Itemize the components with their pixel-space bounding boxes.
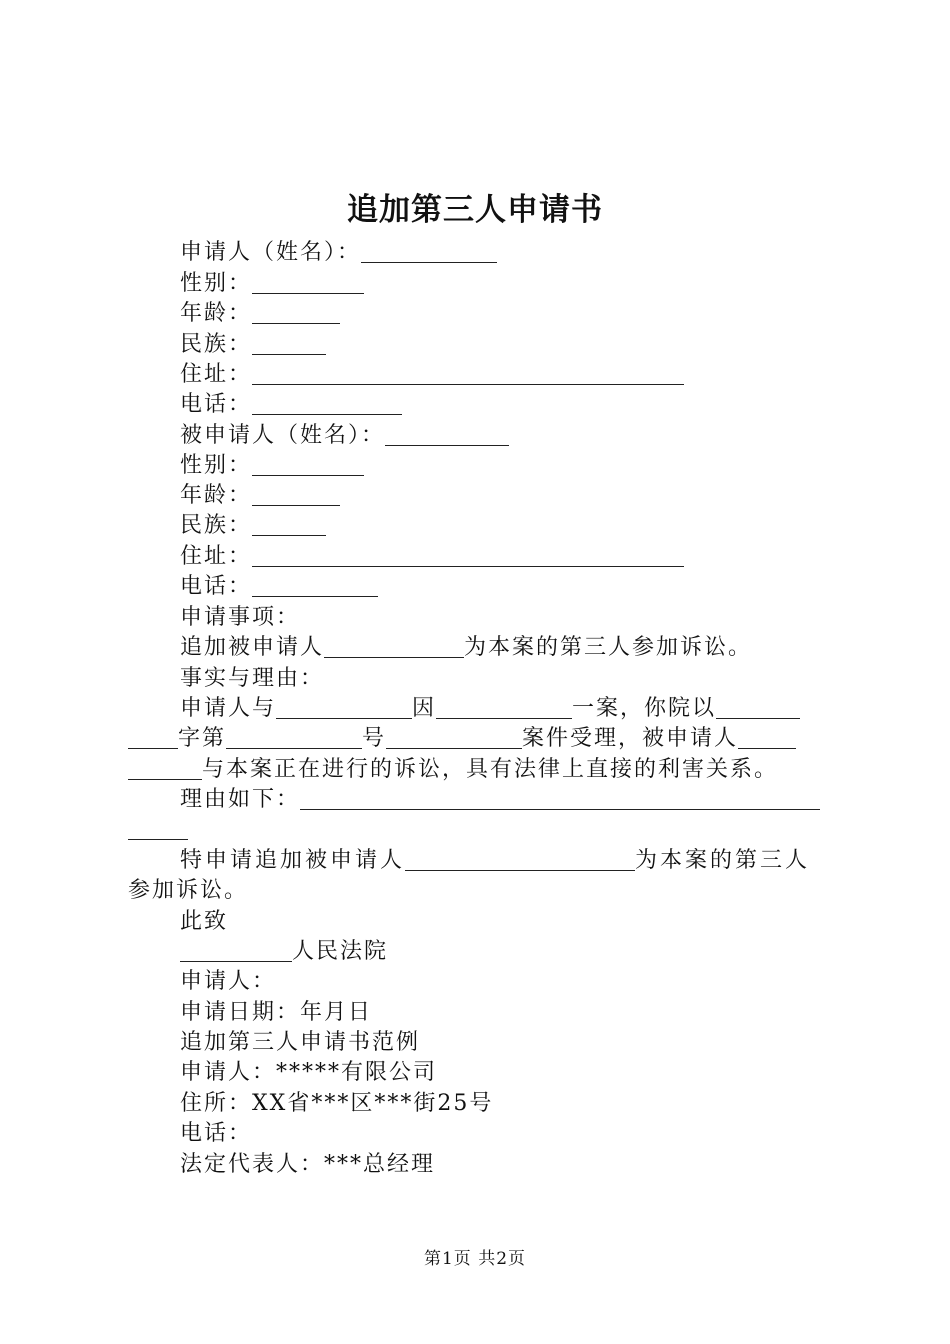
applicant-ethnicity-label: 民族： [180, 332, 253, 357]
court-line [180, 937, 388, 967]
facts-l2-b: 号 [362, 726, 387, 751]
facts-heading: 事实与理由： [180, 666, 325, 691]
applicant-ethnicity-line [180, 330, 326, 360]
page-number-footer: 第1页 共2页 [423, 1249, 527, 1269]
respondent-age-label: 年龄： [180, 483, 253, 508]
facts-line-2 [128, 724, 796, 754]
reason-blank-b[interactable] [128, 819, 188, 840]
applicant-address-label: 住址： [180, 362, 253, 387]
example-applicant: 申请人：*****有限公司 [180, 1060, 438, 1085]
facts-court-prefix-blank-a[interactable] [716, 698, 800, 719]
facts-line-3 [128, 755, 778, 785]
applicant-phone-blank[interactable] [252, 394, 402, 415]
facts-party-blank[interactable] [276, 698, 412, 719]
applicant-name-label: 申请人（姓名）： [180, 240, 362, 265]
respondent-phone-label: 电话： [180, 574, 253, 599]
respondent-name-label: 被申请人（姓名）： [180, 423, 386, 448]
example-title: 追加第三人申请书范例 [180, 1030, 421, 1055]
facts-court-prefix-blank-b[interactable] [128, 728, 178, 749]
example-phone: 电话： [180, 1121, 253, 1146]
respondent-gender-blank[interactable] [252, 455, 364, 476]
salutation: 此致 [180, 909, 229, 934]
facts-cause-blank[interactable] [436, 698, 572, 719]
document-title: 追加第三人申请书 [347, 192, 603, 228]
reason-blank-a[interactable] [300, 789, 820, 810]
applicant-name-line [180, 238, 497, 268]
applicant-name-blank[interactable] [361, 242, 497, 263]
reason-label: 理由如下： [180, 787, 301, 812]
applicant-phone-line [180, 390, 402, 420]
respondent-age-line [180, 481, 340, 511]
facts-line-1 [180, 694, 800, 724]
date-label: 申请日期：年月日 [180, 1000, 373, 1025]
special-line-2: 参加诉讼。 [128, 878, 249, 903]
respondent-ethnicity-label: 民族： [180, 513, 253, 538]
respondent-phone-line [180, 572, 378, 602]
respondent-name-blank[interactable] [385, 425, 509, 446]
applicant-age-blank[interactable] [252, 303, 340, 324]
example-representative: 法定代表人：***总经理 [180, 1152, 436, 1177]
facts-number-blank[interactable] [226, 728, 362, 749]
respondent-address-label: 住址： [180, 544, 253, 569]
special-a: 特申请追加被申请人 [180, 848, 406, 873]
respondent-gender-line [180, 451, 364, 481]
special-respondent-blank[interactable] [405, 850, 635, 871]
respondent-age-blank[interactable] [252, 485, 340, 506]
respondent-phone-blank[interactable] [252, 576, 378, 597]
signer-label: 申请人： [180, 969, 277, 994]
court-text: 人民法院 [292, 939, 389, 964]
facts-l2-c: 案件受理，被申请人 [522, 726, 739, 751]
reason-continuation [128, 815, 188, 845]
facts-respondent-blank-b[interactable] [128, 759, 202, 780]
facts-l1-a: 申请人与 [180, 696, 277, 721]
facts-respondent-blank-a[interactable] [738, 728, 796, 749]
court-blank[interactable] [180, 941, 292, 962]
facts-l2-a: 字第 [178, 726, 227, 751]
facts-l3: 与本案正在进行的诉讼，具有法律上直接的利害关系。 [202, 757, 779, 782]
reason-line [180, 785, 820, 815]
facts-l1-c: 一案，你院以 [572, 696, 717, 721]
facts-l1-b: 因 [412, 696, 437, 721]
applicant-phone-label: 电话： [180, 392, 253, 417]
respondent-ethnicity-blank[interactable] [252, 515, 326, 536]
applicant-address-blank[interactable] [252, 364, 684, 385]
matters-text-1: 追加被申请人 [180, 635, 325, 660]
applicant-age-line [180, 299, 340, 329]
matters-line [180, 633, 752, 663]
matters-respondent-blank[interactable] [324, 637, 464, 658]
applicant-gender-label: 性别： [180, 271, 253, 296]
respondent-address-blank[interactable] [252, 546, 684, 567]
applicant-gender-blank[interactable] [252, 273, 364, 294]
respondent-name-line [180, 421, 509, 451]
respondent-address-line [180, 542, 684, 572]
special-line-1 [180, 846, 810, 876]
respondent-ethnicity-line [180, 511, 326, 541]
matters-heading: 申请事项： [180, 605, 301, 630]
applicant-ethnicity-blank[interactable] [252, 334, 326, 355]
facts-case-blank[interactable] [386, 728, 522, 749]
applicant-address-line [180, 360, 684, 390]
example-address: 住所：XX省***区***街25号 [180, 1091, 494, 1116]
special-b: 为本案的第三人 [635, 848, 811, 873]
matters-text-2: 为本案的第三人参加诉讼。 [464, 635, 753, 660]
applicant-gender-line [180, 269, 364, 299]
respondent-gender-label: 性别： [180, 453, 253, 478]
applicant-age-label: 年龄： [180, 301, 253, 326]
